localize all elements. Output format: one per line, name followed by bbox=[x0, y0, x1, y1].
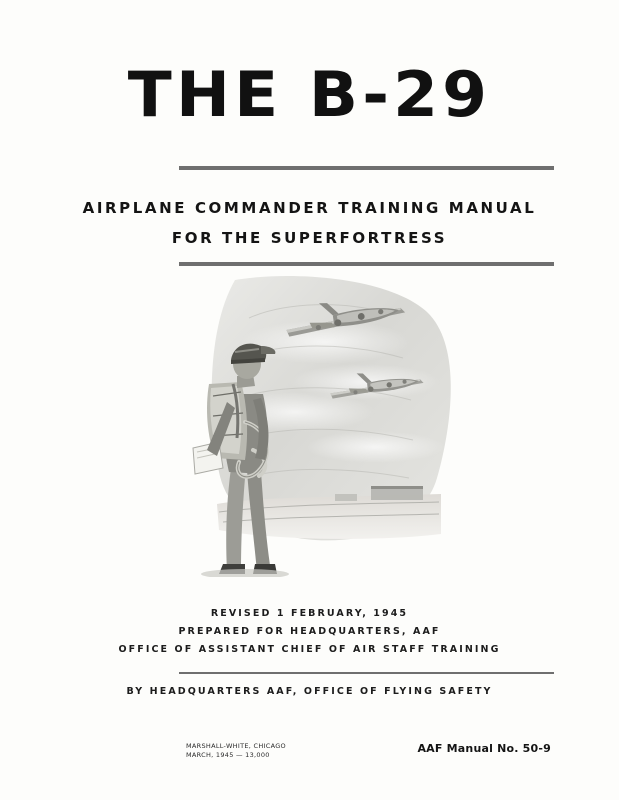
subtitle-line-2: FOR THE SUPERFORTRESS bbox=[171, 229, 448, 247]
printer-line-2: MARCH, 1945 — 13,000 bbox=[186, 750, 270, 759]
issued-by-line: BY HEADQUARTERS AAF, OFFICE OF FLYING SAFETY bbox=[126, 686, 493, 697]
printer-line-1: MARSHALL-WHITE, CHICAGO bbox=[186, 742, 286, 750]
prepared-for-line: PREPARED FOR HEADQUARTERS, AAF bbox=[178, 626, 441, 637]
printer-imprint bbox=[186, 742, 286, 759]
divider-above-subtitle bbox=[179, 166, 554, 170]
subtitle-line-1: AIRPLANE COMMANDER TRAINING MANUAL bbox=[82, 199, 537, 217]
divider-above-issuer bbox=[179, 672, 554, 674]
page-title: THE B-29 bbox=[127, 58, 492, 131]
cover-illustration bbox=[175, 272, 475, 577]
manual-number: AAF Manual No. 50-9 bbox=[417, 742, 551, 755]
office-line: OFFICE OF ASSISTANT CHIEF OF AIR STAFF TRAINING bbox=[118, 644, 501, 655]
illustration-artwork bbox=[175, 272, 475, 577]
divider-below-subtitle bbox=[179, 262, 554, 266]
revision-date: REVISED 1 FEBRUARY, 1945 bbox=[210, 608, 409, 619]
